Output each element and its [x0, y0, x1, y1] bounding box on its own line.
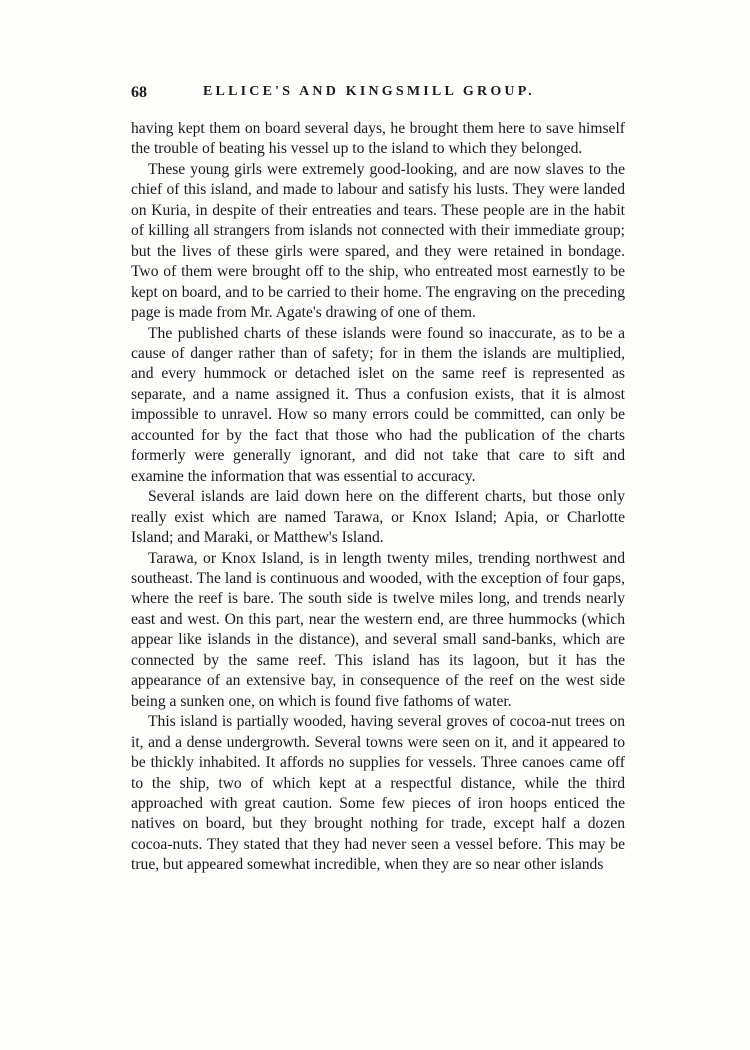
paragraph-3: The published charts of these islands were found so inaccurate, as to be a cause of danger rather than of safety; for in them the islands are multiplied, and every hummock or detached islet on the same reef is represented as separate, and a name assigned it. Thus a confusion exists, that it is almost impossible to unravel. How so many errors could be committed, can only be accounted for by the fact that those who had the publication of the charts formerly were generally ignorant, and did not take that care to sift and examine the information that was essential to accuracy.: [131, 324, 625, 485]
paragraph-5: Tarawa, or Knox Island, is in length twenty miles, trending northwest and southeast. The land is continuous and wooded, with the exception of four gaps, where the reef is bare. The south side is twelve miles long, and trends nearly east and west. On this part, near the western end, are three hummocks (which appear like islands in the distance), and several small sand-banks, which are connected by the same reef. This island has its lagoon, but it has the appearance of an extensive bay, in consequence of the reef on the west side being a sunken one, on which is found five fathoms of water.: [131, 549, 625, 710]
page-header: [131, 84, 623, 106]
running-head: ELLICE'S AND KINGSMILL GROUP.: [203, 84, 535, 99]
page-number: 68: [131, 84, 147, 101]
paragraph-4: Several islands are laid down here on the different charts, but those only really exist which are named Tarawa, or Knox Island; Apia, or Charlotte Island; and Maraki, or Matthew's Island.: [131, 488, 625, 547]
paragraph-6: This island is partially wooded, having several groves of cocoa-nut trees on it, and a dense undergrowth. Several towns were seen on it, and it appeared to be thickly inhabited. It affords no supplies for vessels. Three canoes came off to the ship, two of which kept at a respectful distance, while the third approached with great caution. Some few pieces of iron hoops enticed the natives on board, but they brought nothing for trade, except half a dozen cocoa-nuts. They stated that they had never seen a vessel before. This may be true, but appeared somewhat incredible, when they are so near other islands: [131, 713, 625, 874]
body-text: [131, 119, 625, 876]
paragraph-1: having kept them on board several days, he brought them here to save himself the trouble of beating his vessel up to the island to which they belonged.: [131, 120, 625, 158]
paragraph-2: These young girls were extremely good-looking, and are now slaves to the chief of this island, and made to labour and satisfy his lusts. They were landed on Kuria, in despite of their entreaties and tears. These people are in the habit of killing all strangers from islands not connected with their immediate group; but the lives of these girls were spared, and they were retained in bondage. Two of them were brought off to the ship, who entreated most earnestly to be kept on board, and to be carried to their home. The engraving on the preceding page is made from Mr. Agate's drawing of one of them.: [131, 160, 625, 322]
